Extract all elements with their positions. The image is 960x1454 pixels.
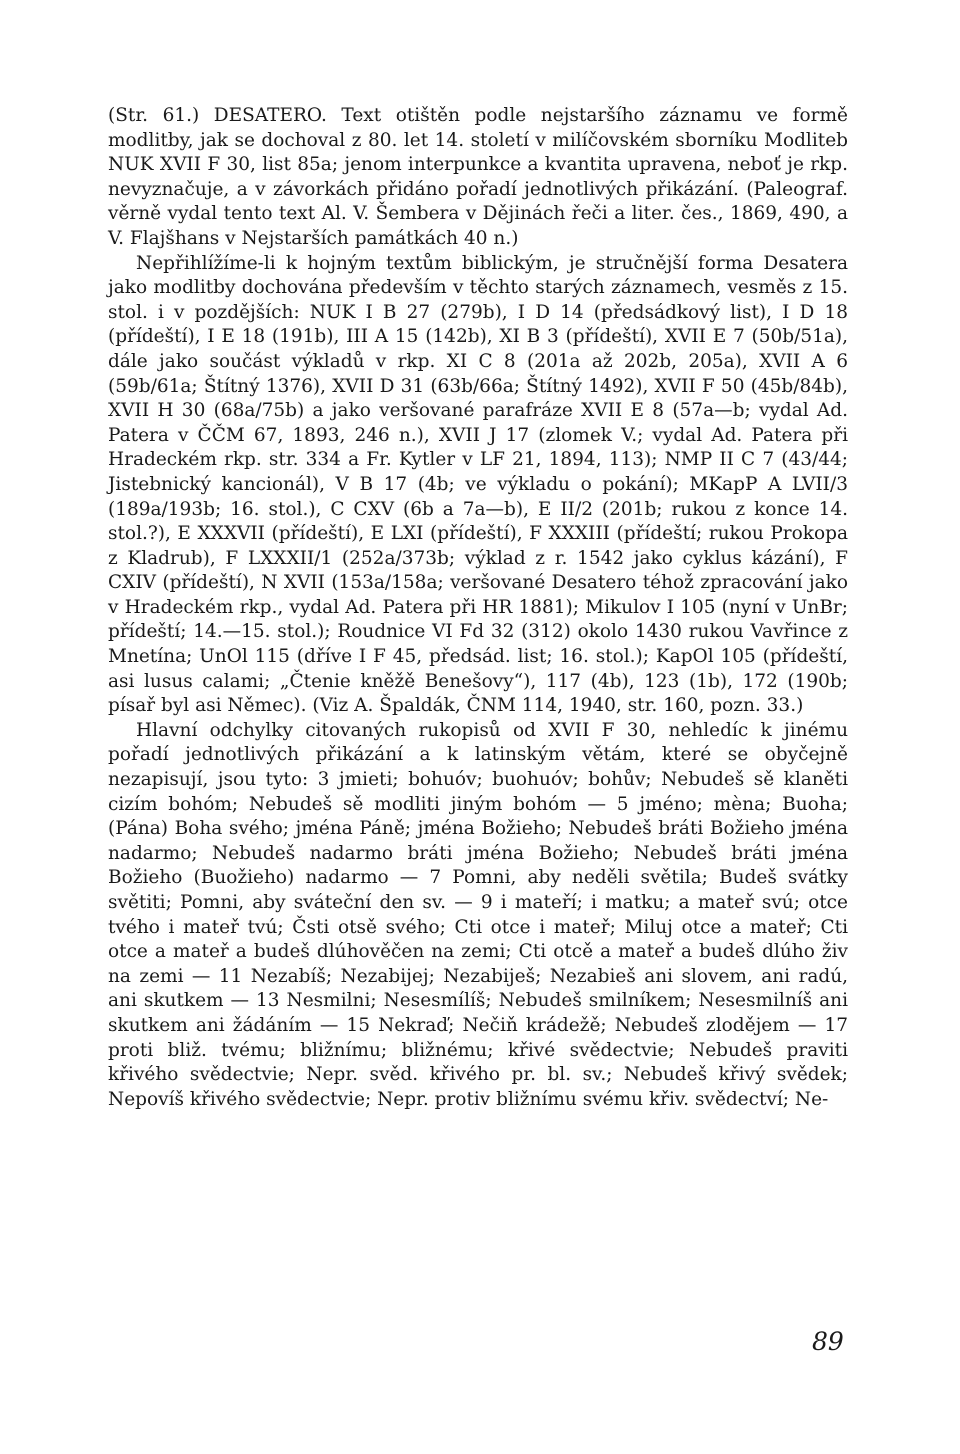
paragraph-desatero-intro: (Str. 61.) DESATERO. Text otištěn podle nejstaršího záznamu ve formě modlitby, jak se dochoval z 80. let 14. století v milíčovském sborníku Modliteb NUK XVII F 30, list 85a; jenom interpunkce a kvantita upravena, neboť je rkp. nevyznačuje, a v závorkách přidáno pořadí jednotlivých přikázání. (Paleograf. věrně vydal tento text Al. V. Šembera v Dějinách řeči a liter. čes., 1869, 490, a V. Flajšhans v Nejstarších památkách 40 n.) (108, 105, 848, 249)
page-number: 89 (812, 1327, 844, 1356)
paragraph-manuscripts: Nepřihlížíme-li k hojným textům biblickým, je stručnější forma Desatera jako modlitby dochována především v těchto starých záznamech, vesměs z 15. stol. i v pozdějších: NUK I B 27 (279b), I D 14 (předsádkový list), I D 18 (přídeští), I E 18 (191b), III A 15 (142b), XI B 3 (přídeští), XVII E 7 (50b/51a), dále jako součást výkladů v rkp. XI C 8 (201a až 202b, 205a), XVII A 6 (59b/61a; Štítný 1376), XVII D 31 (63b/66a; Štítný 1492), XVII F 50 (45b/84b), XVII H 30 (68a/75b) a jako veršované parafráze XVII E 8 (57a—b; vydal Ad. Patera v ČČM 67, 1893, 246 n.), XVII J 17 (zlomek V.; vydal Ad. Patera při Hradeckém rkp. str. 334 a Fr. Kytler v LF 21, 1894, 113); NMP II C 7 (43/44; Jistebnický kancionál), V B 17 (4b; ve výkladu o pokání); MKapP A LVII/3 (189a/193b; 16. stol.), C CXV (6b a 7a—b), E II/2 (201b; rukou z konce 14. stol.?), E XXXVII (přídeští), E LXI (přídeští), F XXXIII (přídeští; rukou Prokopa z Kladrub), F LXXXII/1 (252a/373b; výklad z r. 1542 jako cyklus kázání), F CXIV (přídeští), N XVII (153a/158a; veršované Desatero téhož zpracování jako v Hradeckém rkp., vydal Ad. Patera při HR 1881); Mikulov I 105 (nyní v UnBr; přídeští; 14.—15. stol.); Roudnice VI Fd 32 (312) okolo 1430 rukou Vavřince z Mnetína; UnOl 115 (dříve I F 45, předsád. list; 16. stol.); KapOl 105 (přídeští, asi lusus calami; „Čtenie kněžě Benešovy“), 117 (4b), 123 (1b), 172 (190b; písař byl asi Němec). (Viz A. Špaldák, ČNM 114, 1940, str. 160, pozn. 33.) (108, 252, 848, 717)
paragraph-variants: Hlavní odchylky citovaných rukopisů od XVII F 30, nehledíc k jinému pořadí jednotlivých přikázání a k latinským větám, které se obyčejně nezapisují, jsou tyto: 3 jmieti; bohuóv; buohuóv; bohův; Nebudeš sě klaněti cizím bohóm; Nebudeš sě modliti jiným bohóm — 5 jméno; mèna; Buoha; (Pána) Boha svého; jména Páně; jména Božieho; Nebudeš bráti Božieho jména nadarmo; Nebudeš nadarmo bráti jména Božieho; Nebudeš bráti jména Božieho (Buožieho) nadarmo — 7 Pomni, aby neděli světila; Budeš svátky světiti; Pomni, aby sváteční den sv. — 9 i mateří; i matku; a mateř svú; otce tvého i mateř tvú; Čsti otsě svého; Cti otce i mateř; Miluj otce a mateř; Cti otce a mateř a budeš dlúhověčen na zemi; Cti otcě a mateř a budeš dlúho živ na zemi — 11 Nezabíš; Nezabijej; Nezabiješ; Nezabieš ani slovem, ani radú, ani skutkem — 13 Nesmilni; Nesesmílíš; Nebudeš smilníkem; Nesesmilníš ani skutkem ani žádáním — 15 Nekraď; Nečiň krádežě; Nebudeš zlodějem — 17 proti bliž. tvému; bližnímu; bližnému; křivé svědectvie; Nebudeš praviti křivého svědectvie; Nepr. svěd. křivého pr. bl. sv.; Nebudeš křivý svědek; Nepovíš křivého svědectvie; Nepr. protiv bližnímu svému křiv. svědectví; Ne- (108, 719, 848, 1110)
page-text (108, 104, 848, 1112)
